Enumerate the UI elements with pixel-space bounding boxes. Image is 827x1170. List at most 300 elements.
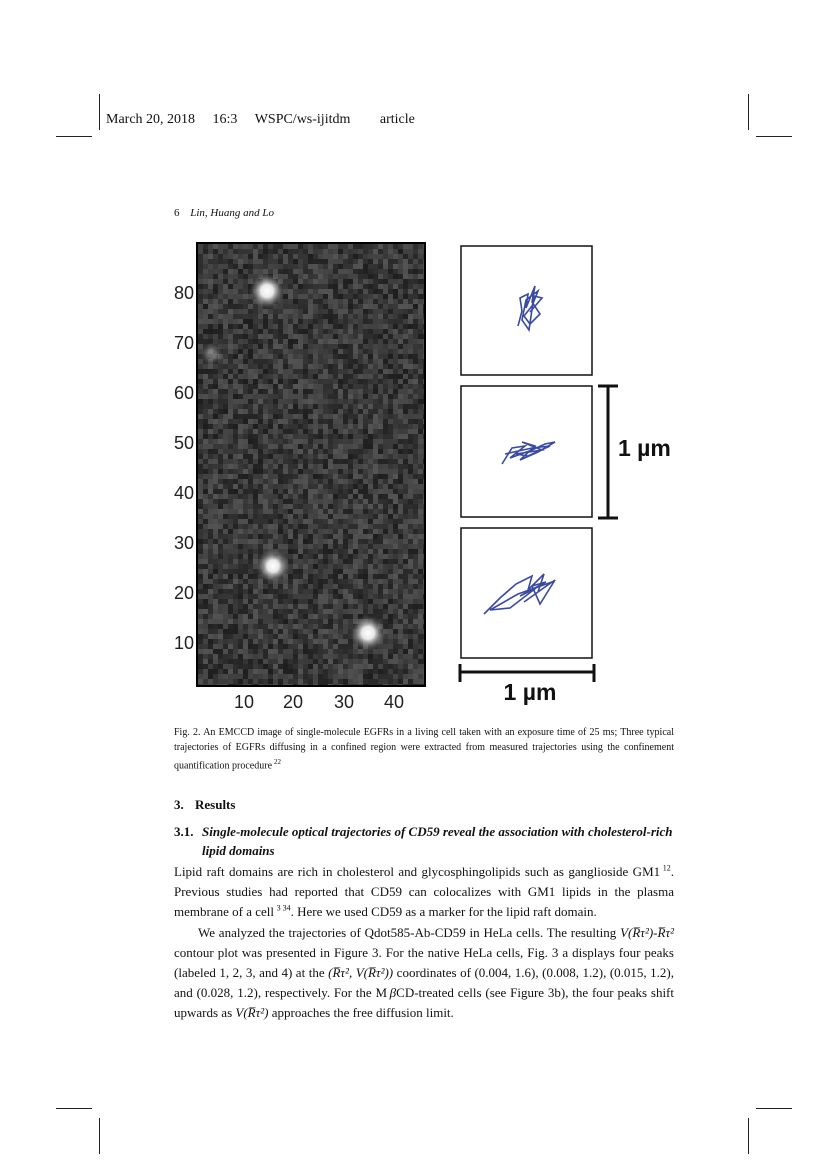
noise-pixel	[328, 609, 333, 614]
noise-pixel	[273, 359, 278, 364]
noise-pixel	[413, 349, 418, 354]
noise-pixel	[293, 459, 298, 464]
noise-pixel	[293, 609, 298, 614]
noise-pixel	[368, 359, 373, 364]
noise-pixel	[278, 344, 283, 349]
noise-pixel	[403, 289, 408, 294]
noise-pixel	[248, 569, 253, 574]
noise-pixel	[278, 604, 283, 609]
noise-pixel	[203, 419, 208, 424]
noise-pixel	[313, 289, 318, 294]
noise-pixel	[333, 679, 338, 684]
noise-pixel	[223, 339, 228, 344]
noise-pixel	[223, 269, 228, 274]
noise-pixel	[408, 614, 413, 619]
noise-pixel	[293, 384, 298, 389]
noise-pixel	[423, 609, 424, 614]
noise-pixel	[373, 359, 378, 364]
noise-pixel	[278, 389, 283, 394]
noise-pixel	[308, 479, 313, 484]
noise-pixel	[418, 664, 423, 669]
noise-pixel	[253, 369, 258, 374]
noise-pixel	[288, 679, 293, 684]
noise-pixel	[203, 544, 208, 549]
noise-pixel	[313, 549, 318, 554]
noise-pixel	[343, 629, 348, 634]
noise-pixel	[303, 364, 308, 369]
noise-pixel	[373, 604, 378, 609]
noise-pixel	[338, 354, 343, 359]
noise-pixel	[378, 299, 383, 304]
noise-pixel	[253, 399, 258, 404]
noise-pixel	[423, 329, 424, 334]
noise-pixel	[393, 444, 398, 449]
noise-pixel	[293, 424, 298, 429]
noise-pixel	[343, 619, 348, 624]
noise-pixel	[248, 624, 253, 629]
noise-pixel	[358, 424, 363, 429]
noise-pixel	[223, 374, 228, 379]
noise-pixel	[278, 374, 283, 379]
noise-pixel	[228, 389, 233, 394]
noise-pixel	[408, 374, 413, 379]
noise-pixel	[253, 684, 258, 685]
noise-pixel	[338, 454, 343, 459]
noise-pixel	[378, 499, 383, 504]
noise-pixel	[258, 419, 263, 424]
noise-pixel	[268, 664, 273, 669]
noise-pixel	[278, 314, 283, 319]
noise-pixel	[288, 439, 293, 444]
noise-pixel	[358, 324, 363, 329]
noise-pixel	[298, 654, 303, 659]
noise-pixel	[358, 674, 363, 679]
noise-pixel	[268, 479, 273, 484]
noise-pixel	[383, 244, 388, 249]
noise-pixel	[368, 314, 373, 319]
noise-pixel	[388, 399, 393, 404]
noise-pixel	[378, 654, 383, 659]
noise-pixel	[388, 489, 393, 494]
noise-pixel	[303, 354, 308, 359]
noise-pixel	[238, 604, 243, 609]
noise-pixel	[363, 434, 368, 439]
noise-pixel	[308, 454, 313, 459]
noise-pixel	[223, 509, 228, 514]
noise-pixel	[313, 304, 318, 309]
noise-pixel	[403, 324, 408, 329]
noise-pixel	[383, 374, 388, 379]
noise-pixel	[268, 359, 273, 364]
noise-pixel	[393, 429, 398, 434]
noise-pixel	[328, 379, 333, 384]
noise-pixel	[203, 274, 208, 279]
noise-pixel	[208, 254, 213, 259]
noise-pixel	[283, 509, 288, 514]
noise-pixel	[208, 669, 213, 674]
noise-pixel	[383, 549, 388, 554]
noise-pixel	[213, 384, 218, 389]
noise-pixel	[418, 399, 423, 404]
noise-pixel	[353, 434, 358, 439]
noise-pixel	[308, 374, 313, 379]
noise-pixel	[338, 249, 343, 254]
noise-pixel	[408, 534, 413, 539]
noise-pixel	[388, 499, 393, 504]
noise-pixel	[228, 439, 233, 444]
noise-pixel	[328, 369, 333, 374]
math-expression: (R̅τ², V(R̅τ²))	[328, 965, 394, 981]
noise-pixel	[228, 494, 233, 499]
noise-pixel	[343, 504, 348, 509]
noise-pixel	[413, 384, 418, 389]
noise-pixel	[218, 339, 223, 344]
noise-pixel	[403, 519, 408, 524]
noise-pixel	[308, 399, 313, 404]
noise-pixel	[228, 619, 233, 624]
noise-pixel	[198, 454, 203, 459]
noise-pixel	[248, 269, 253, 274]
noise-pixel	[333, 609, 338, 614]
noise-pixel	[318, 549, 323, 554]
noise-pixel	[263, 399, 268, 404]
noise-pixel	[318, 284, 323, 289]
noise-pixel	[333, 524, 338, 529]
noise-pixel	[353, 249, 358, 254]
noise-pixel	[228, 669, 233, 674]
noise-pixel	[323, 524, 328, 529]
noise-pixel	[378, 424, 383, 429]
noise-pixel	[328, 604, 333, 609]
noise-pixel	[323, 534, 328, 539]
noise-pixel	[208, 429, 213, 434]
noise-pixel	[213, 319, 218, 324]
noise-pixel	[328, 329, 333, 334]
noise-pixel	[343, 419, 348, 424]
noise-pixel	[253, 249, 258, 254]
noise-pixel	[313, 509, 318, 514]
noise-pixel	[423, 389, 424, 394]
noise-pixel	[423, 524, 424, 529]
noise-pixel	[278, 614, 283, 619]
noise-pixel	[218, 664, 223, 669]
noise-pixel	[363, 279, 368, 284]
noise-pixel	[383, 274, 388, 279]
noise-pixel	[288, 644, 293, 649]
noise-pixel	[338, 564, 343, 569]
noise-pixel	[393, 324, 398, 329]
noise-pixel	[358, 329, 363, 334]
noise-pixel	[243, 594, 248, 599]
noise-pixel	[393, 659, 398, 664]
noise-pixel	[233, 369, 238, 374]
noise-pixel	[313, 569, 318, 574]
noise-pixel	[293, 304, 298, 309]
noise-pixel	[318, 264, 323, 269]
noise-pixel	[323, 529, 328, 534]
noise-pixel	[413, 314, 418, 319]
noise-pixel	[293, 269, 298, 274]
noise-pixel	[318, 454, 323, 459]
noise-pixel	[238, 674, 243, 679]
noise-pixel	[238, 419, 243, 424]
noise-pixel	[248, 419, 253, 424]
noise-pixel	[303, 649, 308, 654]
noise-pixel	[273, 644, 278, 649]
noise-pixel	[208, 314, 213, 319]
noise-pixel	[388, 324, 393, 329]
noise-pixel	[248, 489, 253, 494]
noise-pixel	[198, 374, 203, 379]
noise-pixel	[368, 344, 373, 349]
noise-pixel	[408, 434, 413, 439]
noise-pixel	[393, 339, 398, 344]
noise-pixel	[423, 449, 424, 454]
noise-pixel	[388, 314, 393, 319]
noise-pixel	[378, 329, 383, 334]
noise-pixel	[248, 319, 253, 324]
noise-pixel	[368, 484, 373, 489]
noise-pixel	[208, 409, 213, 414]
noise-pixel	[408, 344, 413, 349]
noise-pixel	[403, 389, 408, 394]
noise-pixel	[228, 359, 233, 364]
noise-pixel	[223, 299, 228, 304]
noise-pixel	[363, 654, 368, 659]
noise-pixel	[198, 594, 203, 599]
noise-pixel	[263, 509, 268, 514]
noise-pixel	[328, 599, 333, 604]
noise-pixel	[288, 579, 293, 584]
noise-pixel	[423, 334, 424, 339]
noise-pixel	[283, 484, 288, 489]
noise-pixel	[393, 304, 398, 309]
noise-pixel	[368, 274, 373, 279]
noise-pixel	[388, 304, 393, 309]
noise-pixel	[393, 254, 398, 259]
noise-pixel	[368, 294, 373, 299]
noise-pixel	[328, 404, 333, 409]
noise-pixel	[348, 429, 353, 434]
noise-pixel	[223, 309, 228, 314]
noise-pixel	[373, 384, 378, 389]
noise-pixel	[413, 294, 418, 299]
noise-pixel	[223, 464, 228, 469]
noise-pixel	[298, 279, 303, 284]
noise-pixel	[218, 539, 223, 544]
noise-pixel	[263, 324, 268, 329]
noise-pixel	[203, 679, 208, 684]
noise-pixel	[388, 644, 393, 649]
noise-pixel	[283, 459, 288, 464]
noise-pixel	[398, 399, 403, 404]
noise-pixel	[393, 654, 398, 659]
noise-pixel	[333, 364, 338, 369]
noise-pixel	[273, 594, 278, 599]
noise-pixel	[263, 489, 268, 494]
noise-pixel	[393, 359, 398, 364]
noise-pixel	[388, 369, 393, 374]
noise-pixel	[213, 409, 218, 414]
noise-pixel	[388, 484, 393, 489]
noise-pixel	[318, 624, 323, 629]
noise-pixel	[328, 419, 333, 424]
noise-pixel	[268, 329, 273, 334]
noise-pixel	[198, 509, 203, 514]
noise-pixel	[218, 289, 223, 294]
noise-pixel	[368, 259, 373, 264]
noise-pixel	[338, 244, 343, 249]
noise-pixel	[213, 659, 218, 664]
noise-pixel	[258, 359, 263, 364]
noise-pixel	[243, 544, 248, 549]
noise-pixel	[368, 459, 373, 464]
noise-pixel	[293, 664, 298, 669]
noise-pixel	[398, 354, 403, 359]
noise-pixel	[343, 664, 348, 669]
noise-pixel	[303, 414, 308, 419]
noise-pixel	[348, 494, 353, 499]
noise-pixel	[333, 599, 338, 604]
noise-pixel	[203, 294, 208, 299]
noise-pixel	[318, 494, 323, 499]
noise-pixel	[303, 279, 308, 284]
noise-pixel	[363, 334, 368, 339]
noise-pixel	[313, 644, 318, 649]
noise-pixel	[383, 564, 388, 569]
noise-pixel	[288, 254, 293, 259]
noise-pixel	[338, 399, 343, 404]
noise-pixel	[313, 389, 318, 394]
noise-pixel	[293, 534, 298, 539]
noise-pixel	[243, 364, 248, 369]
noise-pixel	[233, 419, 238, 424]
noise-pixel	[413, 424, 418, 429]
noise-pixel	[303, 624, 308, 629]
noise-pixel	[418, 339, 423, 344]
crop-mark-top-left-vertical	[99, 94, 100, 130]
noise-pixel	[393, 414, 398, 419]
noise-pixel	[318, 334, 323, 339]
x-tick-label: 20	[282, 692, 304, 712]
noise-pixel	[293, 389, 298, 394]
noise-pixel	[258, 474, 263, 479]
noise-pixel	[288, 484, 293, 489]
noise-pixel	[283, 454, 288, 459]
noise-pixel	[333, 334, 338, 339]
noise-pixel	[238, 409, 243, 414]
noise-pixel	[338, 504, 343, 509]
noise-pixel	[268, 464, 273, 469]
noise-pixel	[348, 584, 353, 589]
noise-pixel	[268, 534, 273, 539]
noise-pixel	[228, 349, 233, 354]
noise-pixel	[288, 244, 293, 249]
noise-pixel	[358, 444, 363, 449]
noise-pixel	[203, 424, 208, 429]
noise-pixel	[283, 504, 288, 509]
noise-pixel	[223, 474, 228, 479]
noise-pixel	[278, 619, 283, 624]
noise-pixel	[338, 539, 343, 544]
noise-pixel	[363, 264, 368, 269]
noise-pixel	[373, 494, 378, 499]
noise-pixel	[248, 364, 253, 369]
noise-pixel	[228, 244, 233, 249]
noise-pixel	[293, 404, 298, 409]
noise-pixel	[333, 514, 338, 519]
noise-pixel	[393, 514, 398, 519]
noise-pixel	[333, 409, 338, 414]
noise-pixel	[373, 339, 378, 344]
noise-pixel	[398, 554, 403, 559]
noise-pixel	[283, 519, 288, 524]
noise-pixel	[398, 489, 403, 494]
noise-pixel	[198, 294, 203, 299]
noise-pixel	[198, 259, 203, 264]
noise-pixel	[348, 519, 353, 524]
noise-pixel	[413, 414, 418, 419]
noise-pixel	[378, 354, 383, 359]
noise-pixel	[283, 534, 288, 539]
noise-pixel	[423, 624, 424, 629]
noise-pixel	[423, 339, 424, 344]
noise-pixel	[258, 269, 263, 274]
noise-pixel	[263, 444, 268, 449]
noise-pixel	[288, 349, 293, 354]
noise-pixel	[238, 589, 243, 594]
noise-pixel	[363, 574, 368, 579]
noise-pixel	[338, 559, 343, 564]
noise-pixel	[363, 414, 368, 419]
noise-pixel	[213, 619, 218, 624]
noise-pixel	[398, 319, 403, 324]
noise-pixel	[408, 609, 413, 614]
noise-pixel	[388, 334, 393, 339]
noise-pixel	[198, 659, 203, 664]
noise-pixel	[243, 559, 248, 564]
noise-pixel	[233, 619, 238, 624]
noise-pixel	[198, 469, 203, 474]
noise-pixel	[278, 589, 283, 594]
noise-pixel	[303, 439, 308, 444]
noise-pixel	[258, 324, 263, 329]
noise-pixel	[328, 264, 333, 269]
noise-pixel	[383, 279, 388, 284]
noise-pixel	[358, 584, 363, 589]
noise-pixel	[373, 404, 378, 409]
noise-pixel	[213, 609, 218, 614]
noise-pixel	[253, 334, 258, 339]
noise-pixel	[398, 674, 403, 679]
noise-pixel	[208, 264, 213, 269]
noise-pixel	[218, 384, 223, 389]
noise-pixel	[313, 299, 318, 304]
noise-pixel	[198, 339, 203, 344]
noise-pixel	[273, 349, 278, 354]
noise-pixel	[213, 299, 218, 304]
noise-pixel	[388, 254, 393, 259]
noise-pixel	[413, 529, 418, 534]
noise-pixel	[213, 514, 218, 519]
noise-pixel	[243, 619, 248, 624]
noise-pixel	[363, 534, 368, 539]
noise-pixel	[233, 614, 238, 619]
noise-pixel	[378, 359, 383, 364]
citation: 3 34	[276, 904, 291, 914]
noise-pixel	[368, 534, 373, 539]
noise-pixel	[303, 684, 308, 685]
